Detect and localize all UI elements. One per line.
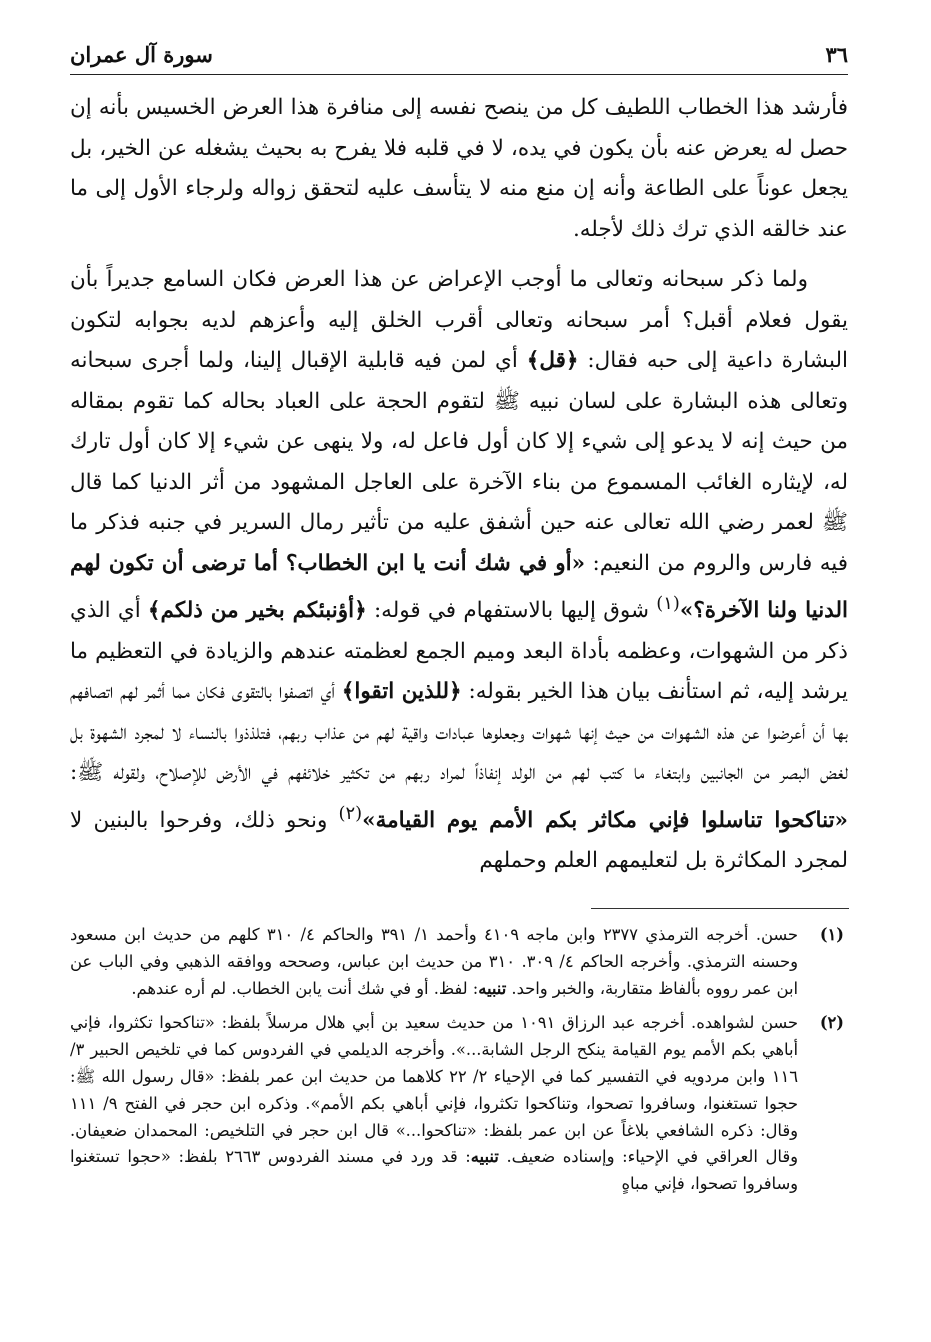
quran-quote: ﴿للذين اتقوا﴾ xyxy=(341,679,462,705)
text-run: شوق إليها بالاستفهام في قوله: xyxy=(366,598,657,624)
footnote-number: (٢) xyxy=(819,1013,844,1033)
main-text xyxy=(70,88,848,882)
quran-quote: ﴿قل﴾ xyxy=(526,348,579,373)
footnotes xyxy=(70,922,844,1206)
paragraph-2 xyxy=(70,260,848,882)
note-text: : لفظ. أو في شك أنت يابن الخطاب. لم أره عندهم. xyxy=(131,978,479,998)
quran-quote: ﴿أؤنبئكم بخير من ذلكم﴾ xyxy=(147,598,367,624)
text-run: ونحو ذلك، وفرحوا بالبنين لا لمجرد المكاثرة بل لتعليمهم العلم وحملهم xyxy=(70,807,848,874)
footnote-text: حسن. أخرجه الترمذي ٢٣٧٧ وابن ماجه ٤١٠٩ وأحمد ١/ ٣٩١ والحاكم ٤/ ٣١٠ كلهم من حديث ابن مسعود وحسنه الترمذي. وأخرجه الحاكم ٤/ ٣٠٩. ٣١٠ من حديث ابن عباس، وصححه ووافقه الذهبي وفي الباب عن ابن عمر رووه بألفاظ متقاربة، والخبر واحد. xyxy=(70,925,798,998)
page-number: ٣٦ xyxy=(825,42,848,67)
footnote-number: (١) xyxy=(819,925,844,944)
paragraph-1: فأرشد هذا الخطاب اللطيف كل من ينصح نفسه إلى منافرة هذا العرض الخسيس بأنه إن حصل له يعرض عنه بأن يكون في يده، لا في قلبه فلا يفرح به بحيث يشغله عن الخير، بل يجعل عوناً على الطاعة وأنه إن منع منه لا يتأسف عليه لتحقق زواله ولرجاء الأول إلى ما عند خالقه الذي ترك ذلك لأجله. xyxy=(70,95,848,242)
text-run: أي الذي ذكر من الشهوات، وعظمه بأداة البعد وميم الجمع لعظمته عندهم والزيادة في التعظيم ما يرشد إليه، ثم استأنف بيان هذا الخير بقوله: xyxy=(70,598,848,705)
footnote-text: حسن لشواهده. أخرجه عبد الرزاق ١٠٩١ من حديث سعيد بن أبي هلال مرسلاً بلفظ: «تناكحوا تكثروا، فإني أباهي بكم الأمم يوم القيامة ينكح الرجل الشابة...». وأخرجه الديلمي في الفردوس كما في تلخيص الحبير ٣/ ١١٦ وابن مردويه في التفسير كما في الإحياء ٢/ ٢٢ كلاهما من حديث ابن عمر بلفظ: «قال رسول الله ﷺ: حجوا تستغنوا، وسافروا تصحوا، وتناكحوا تكثروا، فإني أباهي بكم الأمم». وذكره ابن حجر في الفتح ٩/ ١١١ وقال: ذكره الشافعي بلاغاً عن ابن عمر بلفظ: «تناكحوا...» قال ابن حجر في التلخيص: المحمدان ضعيفان. وقال العراقي في الإحياء: وإسناده ضعيف. xyxy=(70,1013,798,1167)
hadith-quote: «تناكحوا تناسلوا فإني مكاثر بكم الأمم يوم القيامة» xyxy=(362,807,848,833)
text-run: أي اتصفوا بالتقوى فكان مما أثمر لهم اتصافهم بها أن أعرضوا عن هذه الشهوات من حيث إنها شهوات وجعلوها عبادات واقية لهم من عذاب ربهم، فتلذذوا بالنساء لا لمجرد الشهوة بل لغض البصر من الجانبين وابتغاء ما كتب لهم من الولد إنفاذاً لمراد ربهم من تكثير خلائفهم في الأرض للإصلاح، ولقوله ﷺ: xyxy=(70,679,848,786)
note-label: تنبيه xyxy=(470,1147,499,1167)
text-run: أي لمن فيه قابلية الإقبال إلينا، ولما أجرى سبحانه وتعالى هذه البشارة على لسان نبيه ﷺ لتقوم الحجة على العباد بحاله كما تقوم بمقاله من حيث إنه لا يدعو إلى شيء إلا كان أول فاعل له، ولا ينهى عن شيء إلا كان أول تارك له، لإيثاره الغائب المسموع من بناء الآخرة على العاجل المشهود من أثر الدنيا كما قال ﷺ لعمر رضي الله تعالى عنه حين أشفق عليه من تأثير رمال السرير في جنبه فذكر ما فيه فارس والروم من النعيم: xyxy=(70,348,848,576)
surah-title: سورة آل عمران xyxy=(70,42,213,67)
page-header xyxy=(70,40,848,75)
footnote-1 xyxy=(70,922,844,1002)
footnote-ref: (١) xyxy=(656,593,680,614)
footnote-2 xyxy=(70,1010,844,1198)
hadith-quote: «أو في شك أنت يا ابن الخطاب؟ أما ترضى أن تكون لهم الدنيا ولنا الآخرة؟» xyxy=(70,550,848,624)
text-run: ولما ذكر سبحانه وتعالى ما أوجب الإعراض عن هذا العرض فكان السامع جديراً بأن يقول فعلام أقبل؟ أمر سبحانه وتعالى أقرب الخلق إليه وأعزهم لديه بجوابه لتكون البشارة داعية إلى حبه فقال: xyxy=(70,267,848,373)
note-text: : قد ورد في مسند الفردوس ٢٦٦٣ بلفظ: «حجوا تستغنوا وسافروا تصحوا، فإني مباهٍ xyxy=(70,1147,798,1194)
footnote-ref: (٢) xyxy=(338,802,363,824)
footnote-separator xyxy=(591,908,849,909)
note-label: تنبيه xyxy=(478,978,507,998)
